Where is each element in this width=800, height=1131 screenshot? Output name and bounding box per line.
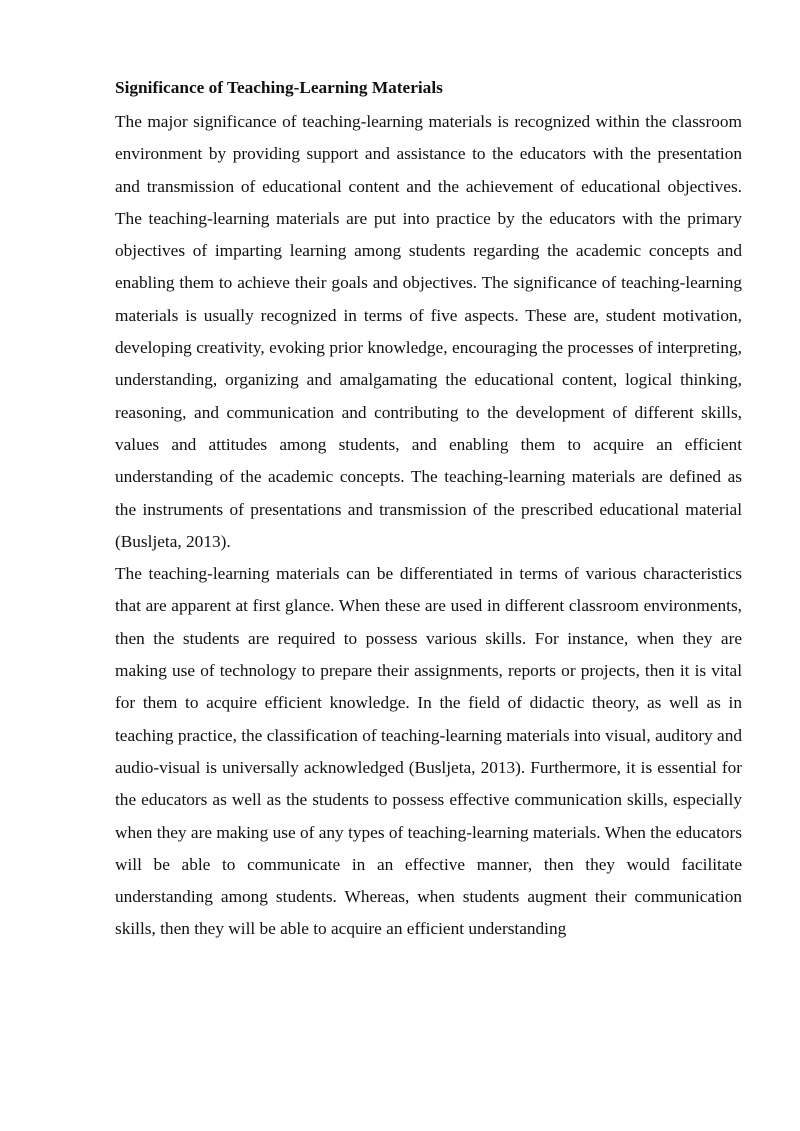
document-body — [115, 76, 742, 946]
paragraph-2: The teaching-learning materials can be differentiated in terms of various characteristics that are apparent at first glance. When these are used in different classroom environments, then the students are required to possess various skills. For instance, when they are making use of technology to prepare their assignments, reports or projects, then it is vital for them to acquire efficient knowledge. In the field of didactic theory, as well as in teaching practice, the classification of teaching-learning materials into visual, auditory and audio-visual is universally acknowledged (Busljeta, 2013). Furthermore, it is essential for the educators as well as the students to possess effective communication skills, especially when they are making use of any types of teaching-learning materials. When the educators will be able to communicate in an effective manner, then they would facilitate understanding among students. Whereas, when students augment their communication skills, then they will be able to acquire an efficient understanding — [115, 564, 742, 939]
section-heading: Significance of Teaching-Learning Materials — [115, 78, 443, 97]
paragraph-1: The major significance of teaching-learning materials is recognized within the classroom environment by providing support and assistance to the educators with the presentation and transmission of educational content and the achievement of educational objectives. The teaching-learning materials are put into practice by the educators with the primary objectives of imparting learning among students regarding the academic concepts and enabling them to achieve their goals and objectives. The significance of teaching-learning materials is usually recognized in terms of five aspects. These are, student motivation, developing creativity, evoking prior knowledge, encouraging the processes of interpreting, understanding, organizing and amalgamating the educational content, logical thinking, reasoning, and communication and contributing to the development of different skills, values and attitudes among students, and enabling them to acquire an efficient understanding of the academic concepts. The teaching-learning materials are defined as the instruments of presentations and transmission of the prescribed educational material (Busljeta, 2013). — [115, 112, 742, 551]
